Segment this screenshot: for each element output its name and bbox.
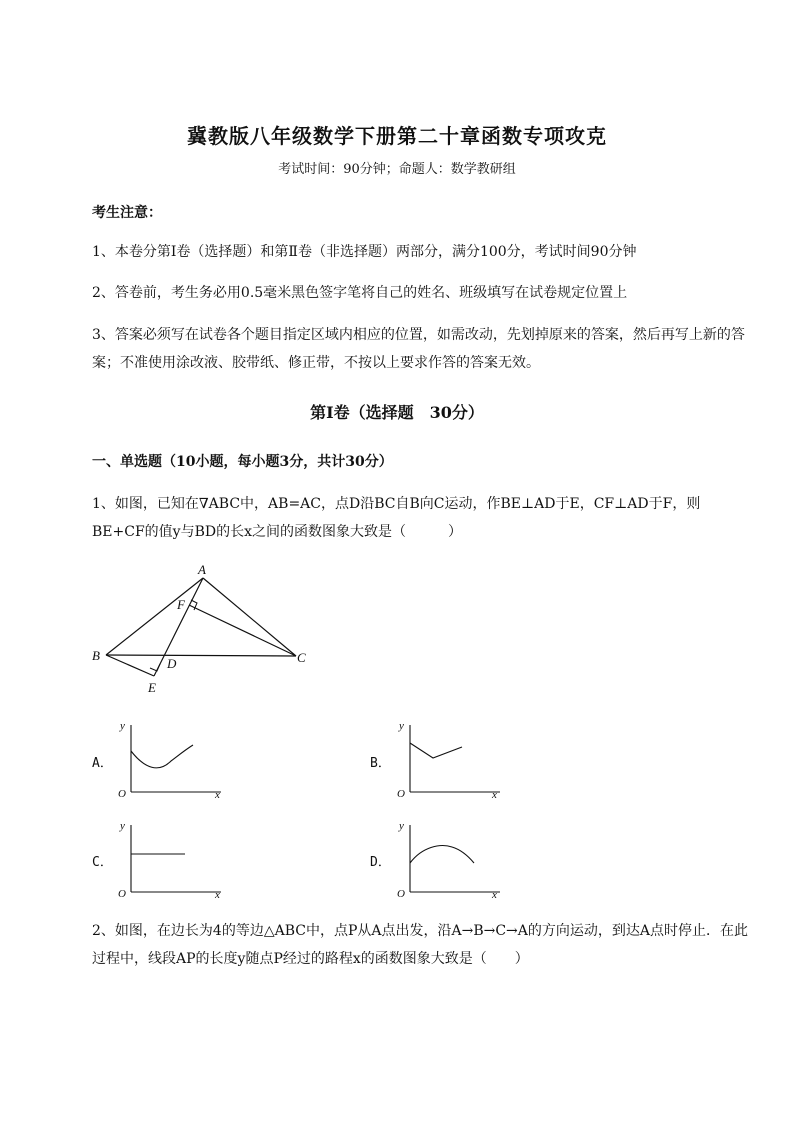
svg-text:x: x bbox=[215, 889, 220, 901]
page-title: 冀教版八年级数学下册第二十章函数专项攻克 bbox=[187, 124, 607, 148]
label-d: D bbox=[167, 656, 177, 671]
curve-d bbox=[410, 846, 474, 863]
notice-item-3: 3、答案必须写在试卷各个题目指定区域内相应的位置，如需改动，先划掉原来的答案，然后再写上新的答案；不准使用涂改液、胶带纸、修正带，不按以上要求作答的答案无效。 bbox=[92, 327, 745, 371]
svg-text:x: x bbox=[215, 789, 220, 801]
svg-text:y: y bbox=[120, 820, 125, 832]
svg-text:y: y bbox=[120, 720, 125, 732]
right-angle-e bbox=[150, 664, 160, 671]
label-c: C bbox=[297, 650, 306, 665]
svg-text:x: x bbox=[492, 889, 497, 901]
segment-ac bbox=[203, 578, 296, 656]
option-a-label[interactable]: A． bbox=[92, 756, 113, 771]
svg-text:O: O bbox=[397, 888, 405, 900]
triangle-figure bbox=[84, 560, 324, 700]
curve-a bbox=[131, 745, 193, 768]
segment-be bbox=[106, 655, 154, 676]
notice-heading: 考生注意： bbox=[92, 205, 162, 221]
option-b-label[interactable]: B． bbox=[370, 756, 391, 771]
svg-text:O: O bbox=[397, 788, 405, 800]
exam-info: 考试时间：90分钟；命题人：数学教研组 bbox=[278, 162, 516, 177]
section-title: 第I卷（选择题 30分） bbox=[310, 403, 484, 422]
notice-item-1: 1、本卷分第I卷（选择题）和第Ⅱ卷（非选择题）两部分，满分100分，考试时间90分钟 bbox=[92, 244, 637, 260]
svg-text:x: x bbox=[492, 789, 497, 801]
label-e: E bbox=[148, 680, 156, 695]
option-a-graph[interactable] bbox=[113, 717, 228, 802]
part-heading: 一、单选题（10小题，每小题3分，共计30分） bbox=[92, 454, 393, 470]
curve-b bbox=[410, 743, 462, 758]
option-b-graph[interactable] bbox=[392, 717, 507, 802]
question-1-text: 1、如图，已知在∇ABC中，AB=AC，点D沿BC自B向C运动，作BE⊥AD于E，CF⊥AD于F，则BE+CF的值y与BD的长x之间的函数图象大致是（ ） bbox=[92, 496, 701, 540]
svg-text:O: O bbox=[118, 788, 126, 800]
segment-ba bbox=[106, 578, 203, 655]
svg-text:y: y bbox=[399, 820, 404, 832]
svg-text:O: O bbox=[118, 888, 126, 900]
notice-item-2: 2、答卷前，考生务必用0.5毫米黑色签字笔将自己的姓名、班级填写在试卷规定位置上 bbox=[92, 285, 628, 301]
option-c-graph[interactable] bbox=[113, 817, 228, 902]
label-b: B bbox=[92, 648, 100, 663]
segment-bc bbox=[106, 655, 296, 656]
option-d-label[interactable]: D． bbox=[370, 855, 391, 870]
svg-text:y: y bbox=[399, 720, 404, 732]
option-d-graph[interactable] bbox=[392, 817, 507, 902]
option-c-label[interactable]: C． bbox=[92, 855, 113, 870]
label-f: F bbox=[177, 597, 185, 612]
label-a: A bbox=[198, 562, 206, 577]
segment-cf bbox=[189, 605, 296, 656]
segment-ae bbox=[154, 578, 203, 676]
question-2-text: 2、如图，在边长为4的等边△ABC中，点P从A点出发，沿A→B→C→A的方向运动，到达A点时停止．在此过程中，线段AP的长度y随点P经过的路程x的函数图象大致是（ ） bbox=[92, 923, 749, 967]
